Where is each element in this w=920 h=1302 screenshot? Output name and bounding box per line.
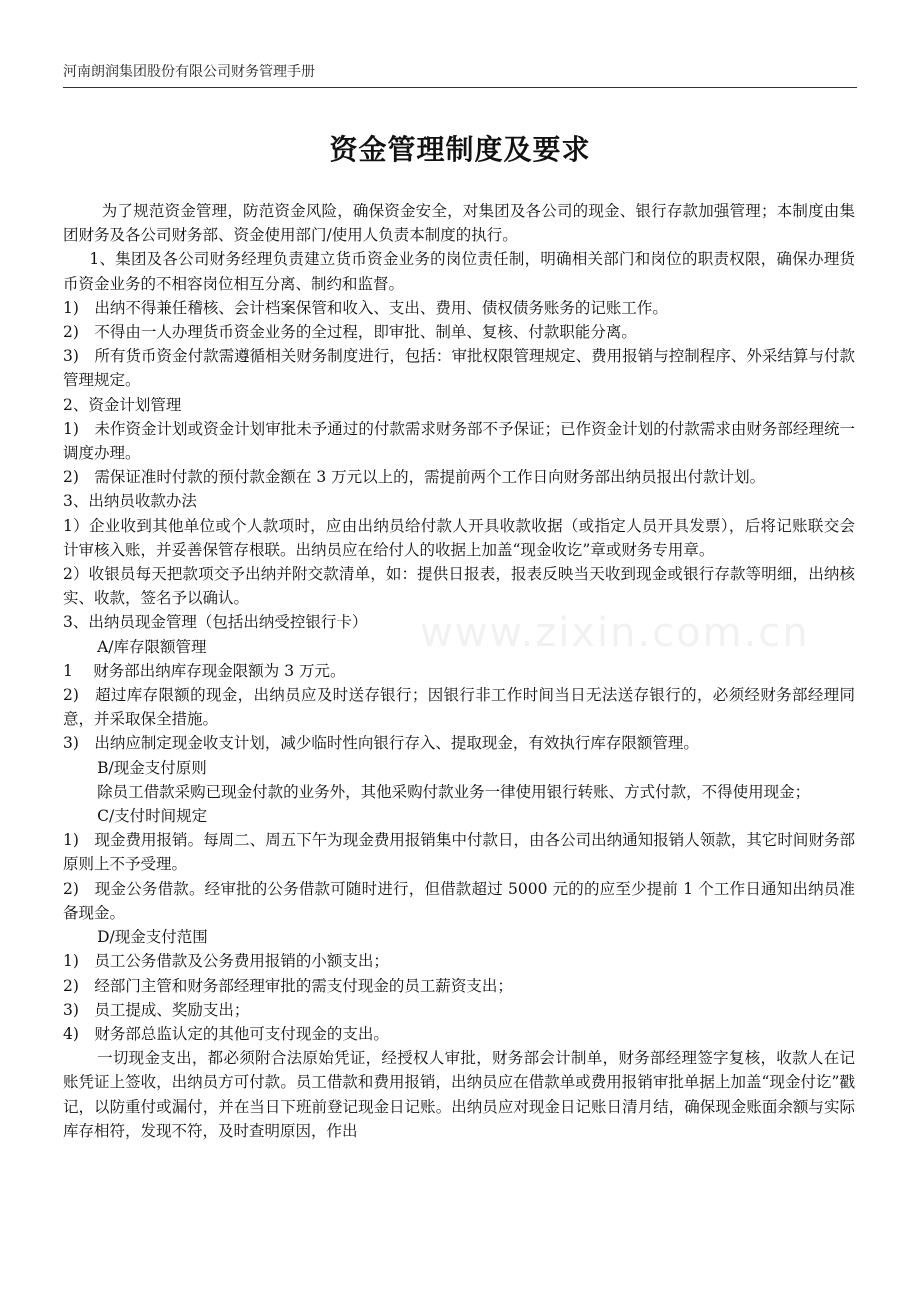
list-item: 2) 经部门主管和财务部经理审批的需支付现金的员工薪资支出； bbox=[63, 976, 513, 995]
list-item: 1) 现金费用报销。每周二、周五下午为现金费用报销集中付款日，由各公司出纳通知报销人领款，其它时间财务部原则上不予受理。 bbox=[63, 831, 855, 874]
list-item: 3) 出纳应制定现金收支计划，减少临时性向银行存入、提取现金，有效执行库存限额管理。 bbox=[63, 734, 699, 753]
list-item: 1）企业收到其他单位或个人款项时，应由出纳员给付款人开具收款收据（或指定人员开具发票），后将记账联交会计审核入账，并妥善保管存根联。出纳员应在给付人的收据上加盖“现金收讫”章或财务专用章。 bbox=[63, 516, 855, 559]
list-item: 2) 现金公务借款。经审批的公务借款可随时进行，但借款超过 5000 元的的应至少提前 1 个工作日通知出纳员准备现金。 bbox=[63, 879, 855, 922]
list-item: 4) 财务部总监认定的其他可支付现金的支出。 bbox=[63, 1024, 389, 1043]
list-item: 1) 出纳不得兼任稽核、会计档案保管和收入、支出、费用、债权债务账务的记账工作。 bbox=[63, 298, 668, 317]
list-item: 2) 不得由一人办理货币资金业务的全过程，即审批、制单、复核、付款职能分离。 bbox=[63, 323, 637, 342]
subsection-b-paragraph: 除员工借款采购已现金付款的业务外，其他采购付款业务一律使用银行转账、方式付款，不得使用现金； bbox=[97, 782, 811, 801]
intro-paragraph: 为了规范资金管理，防范资金风险，确保资金安全，对集团及各公司的现金、银行存款加强管理；本制度由集团财务及各公司财务部、资金使用部门/使用人负责本制度的执行。 bbox=[63, 202, 855, 245]
list-item: 2）收银员每天把款项交予出纳并附交款清单，如：提供日报表，报表反映当天收到现金或银行存款等明细，出纳核实、收款，签名予以确认。 bbox=[63, 565, 855, 608]
subsection-b-heading: B/现金支付原则 bbox=[97, 758, 207, 777]
header-rule bbox=[63, 87, 857, 88]
document-title: 资金管理制度及要求 bbox=[329, 133, 591, 166]
section-3b-heading: 3、出纳员现金管理（包括出纳受控银行卡） bbox=[63, 613, 368, 632]
subsection-d-heading: D/现金支付范围 bbox=[97, 928, 208, 947]
document-body bbox=[63, 199, 855, 1143]
list-item: 2) 超过库存限额的现金，出纳员应及时送存银行；因银行非工作时间当日无法送存银行的，必须经财务部经理同意，并采取保全措施。 bbox=[63, 686, 855, 729]
section-3-heading: 3、出纳员收款办法 bbox=[63, 492, 197, 511]
list-item: 1) 员工公务借款及公务费用报销的小额支出； bbox=[63, 952, 389, 971]
list-item: 1) 未作资金计划或资金计划审批未予通过的付款需求财务部不予保证；已作资金计划的付款需求由财务部经理统一调度办理。 bbox=[63, 419, 855, 463]
running-header: 河南朗润集团股份有限公司财务管理手册 bbox=[63, 64, 315, 80]
list-item: 1 财务部出纳库存现金限额为 3 万元。 bbox=[63, 661, 346, 680]
list-item: 3) 员工提成、奖励支出； bbox=[63, 1000, 250, 1019]
section-2-heading: 2、资金计划管理 bbox=[63, 395, 182, 414]
list-item: 3) 所有货币资金付款需遵循相关财务制度进行，包括：审批权限管理规定、费用报销与控制程序、外采结算与付款管理规定。 bbox=[63, 347, 855, 390]
subsection-a-heading: A/库存限额管理 bbox=[97, 637, 207, 656]
watermark: www.zixin.com.cn bbox=[420, 610, 810, 656]
subsection-c-heading: C/支付时间规定 bbox=[97, 807, 208, 826]
section-1-heading: 1、集团及各公司财务经理负责建立货币资金业务的岗位责任制，明确相关部门和岗位的职责权限，确保办理货币资金业务的不相容岗位相互分离、制约和监督。 bbox=[63, 250, 855, 293]
closing-paragraph: 一切现金支出，都必须附合法原始凭证，经授权人审批，财务部会计制单，财务部经理签字复核，收款人在记账凭证上签收，出纳员方可付款。员工借款和费用报销，出纳员应在借款单或费用报销审批单据上加盖“现金付讫”戳记，以防重付或漏付，并在当日下班前登记现金日记账。出纳员应对现金日记账日清月结，确保现金账面余额与实际库存相符，发现不符，及时查明原因，作出 bbox=[63, 1049, 855, 1140]
list-item: 2) 需保证准时付款的预付款金额在 3 万元以上的，需提前两个工作日向财务部出纳员报出付款计划。 bbox=[63, 468, 766, 487]
